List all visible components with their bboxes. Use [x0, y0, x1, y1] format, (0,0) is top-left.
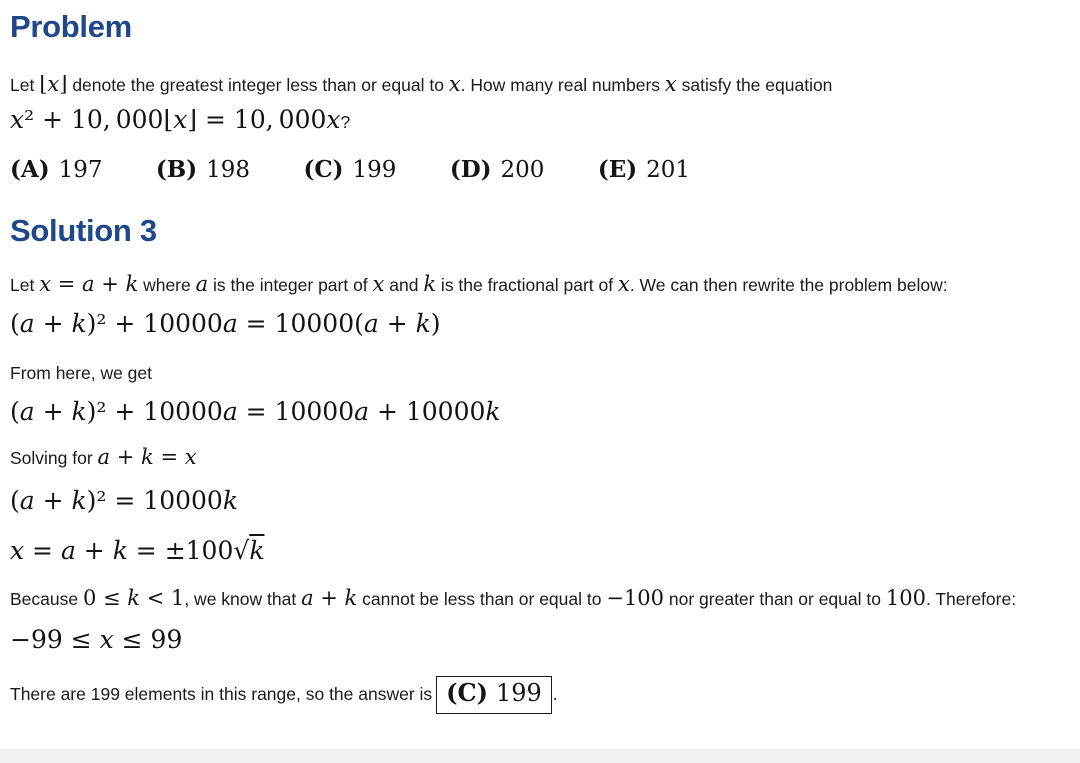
choice-letter: (C): [303, 156, 344, 183]
choice-value: 197: [58, 157, 103, 183]
solution-equation-5: −99 ≤ x ≤ 99: [10, 625, 183, 654]
answer-choice-b: [156, 156, 250, 182]
choice-value: 201: [646, 157, 691, 183]
answer-choice-e: [598, 156, 690, 182]
choice-letter: (A): [10, 156, 50, 183]
boxed-answer: [436, 676, 552, 714]
answer-choice-d: [450, 156, 545, 182]
solution-heading: Solution 3: [10, 213, 157, 248]
choice-letter: (B): [155, 156, 198, 183]
problem-heading: Problem: [10, 9, 132, 44]
page-bottom-gutter: [0, 749, 1080, 763]
solution-text-solving: Solving for a + k = x: [10, 445, 197, 469]
answer-choice-c: [303, 156, 396, 182]
boxed-answer-value: 199: [495, 679, 542, 708]
solution-equation-1: (a + k)² + 10000a = 10000(a + k): [10, 309, 441, 338]
conclusion-text: There are 199 elements in this range, so the answer is: [10, 684, 433, 704]
solution-text-because: Because 0 ≤ k < 1, we know that a + k cannot be less than or equal to −100 nor greater than or equal to 100. Therefore:: [10, 586, 1017, 610]
problem-equation: x² + 10, 000⌊x⌋ = 10, 000x?: [10, 105, 351, 134]
solution-equation-3: (a + k)² = 10000k: [10, 486, 238, 515]
problem-statement: Let ⌊x⌋ denote the greatest integer less than or equal to x. How many real numbers x satisfy the equation: [10, 72, 833, 96]
boxed-answer-letter: (C): [446, 678, 488, 708]
solution-text-from-here: From here, we get: [10, 363, 152, 383]
choice-value: 199: [352, 157, 397, 183]
choice-value: 200: [500, 157, 545, 183]
answer-choices: [10, 154, 1066, 185]
solution-intro: Let x = a + k where a is the integer part of x and k is the fractional part of x. We can then rewrite the problem below:: [10, 272, 948, 296]
solution-conclusion: [10, 674, 1066, 714]
solution-equation-4: x = a + k = ±100√k: [10, 536, 265, 565]
choice-letter: (E): [597, 156, 638, 183]
choice-value: 198: [206, 157, 251, 183]
solution-equation-2: (a + k)² + 10000a = 10000a + 10000k: [10, 397, 501, 426]
answer-choice-a: [10, 156, 103, 182]
choice-letter: (D): [449, 156, 492, 183]
conclusion-period: .: [552, 684, 558, 704]
